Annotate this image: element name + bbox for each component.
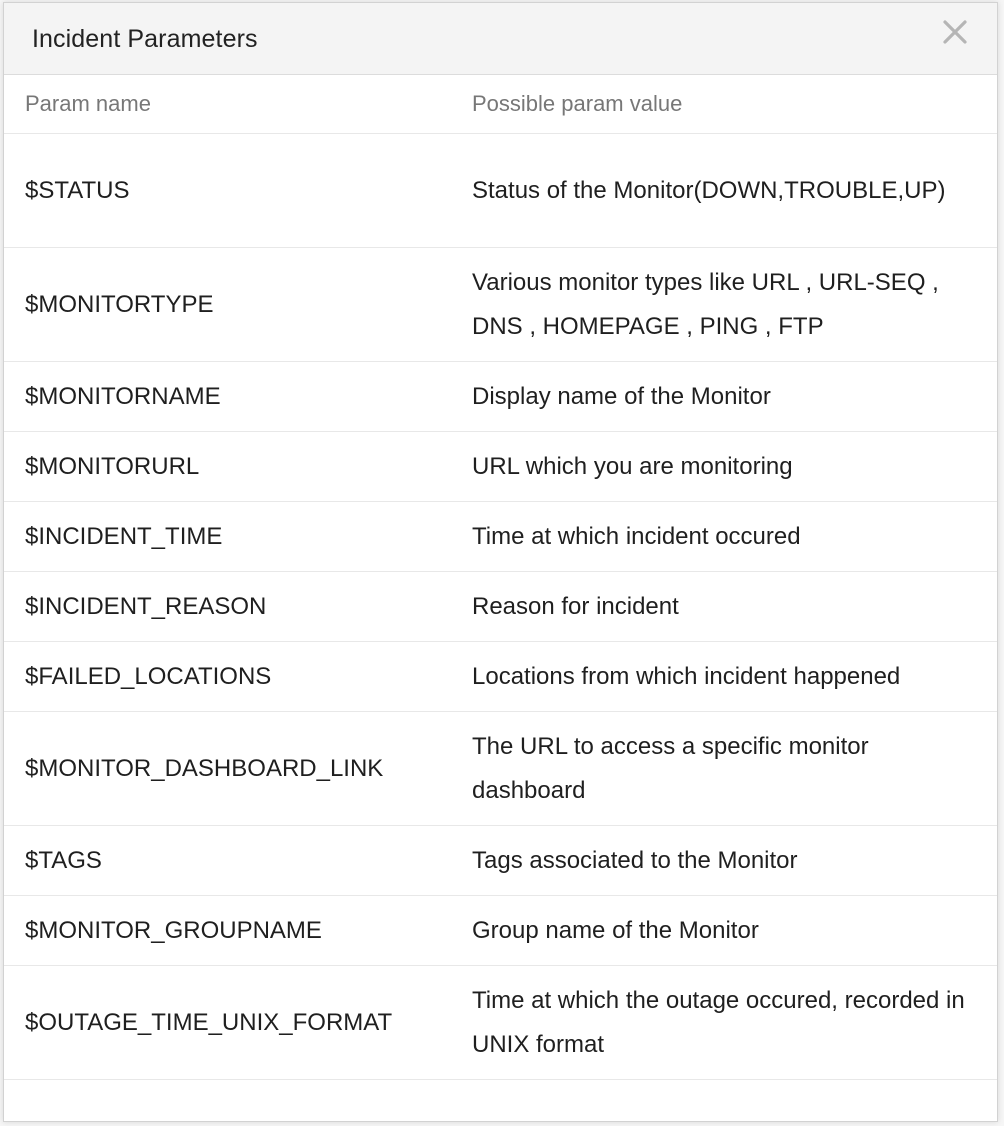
table-row [4,826,997,896]
table-row [4,248,997,362]
param-name-cell: $TAGS [4,826,452,896]
param-value-cell: Locations from which incident happened [452,642,997,712]
incident-parameters-dialog [3,2,998,1122]
params-table [4,75,997,1080]
table-header-row [4,75,997,134]
param-value-cell: Reason for incident [452,572,997,642]
param-name-cell: $MONITORURL [4,432,452,502]
table-row [4,896,997,966]
param-name-cell: $MONITORTYPE [4,248,452,362]
param-value-cell: Status of the Monitor(DOWN,TROUBLE,UP) [452,134,997,248]
table-row [4,712,997,826]
param-value-cell: Various monitor types like URL , URL-SEQ , DNS , HOMEPAGE , PING , FTP [452,248,997,362]
table-row [4,642,997,712]
param-value-cell: Group name of the Monitor [452,896,997,966]
param-value-cell: Tags associated to the Monitor [452,826,997,896]
table-row [4,502,997,572]
param-value-cell: URL which you are monitoring [452,432,997,502]
param-value-cell: Display name of the Monitor [452,362,997,432]
param-name-cell: $STATUS [4,134,452,248]
param-value-cell: The URL to access a specific monitor dashboard [452,712,997,826]
table-row [4,966,997,1080]
dialog-title: Incident Parameters [32,25,258,53]
close-button[interactable] [941,18,971,48]
column-header-param-name: Param name [4,75,452,134]
table-row [4,134,997,248]
column-header-param-value: Possible param value [452,75,997,134]
table-row [4,362,997,432]
param-name-cell: $MONITOR_GROUPNAME [4,896,452,966]
param-name-cell: $MONITOR_DASHBOARD_LINK [4,712,452,826]
table-row [4,572,997,642]
param-name-cell: $INCIDENT_REASON [4,572,452,642]
param-value-cell: Time at which incident occured [452,502,997,572]
dialog-header [4,3,997,75]
param-name-cell: $INCIDENT_TIME [4,502,452,572]
table-row [4,432,997,502]
close-icon[interactable] [941,18,971,48]
param-value-cell: Time at which the outage occured, recorded in UNIX format [452,966,997,1080]
param-name-cell: $FAILED_LOCATIONS [4,642,452,712]
param-name-cell: $MONITORNAME [4,362,452,432]
param-name-cell: $OUTAGE_TIME_UNIX_FORMAT [4,966,452,1080]
